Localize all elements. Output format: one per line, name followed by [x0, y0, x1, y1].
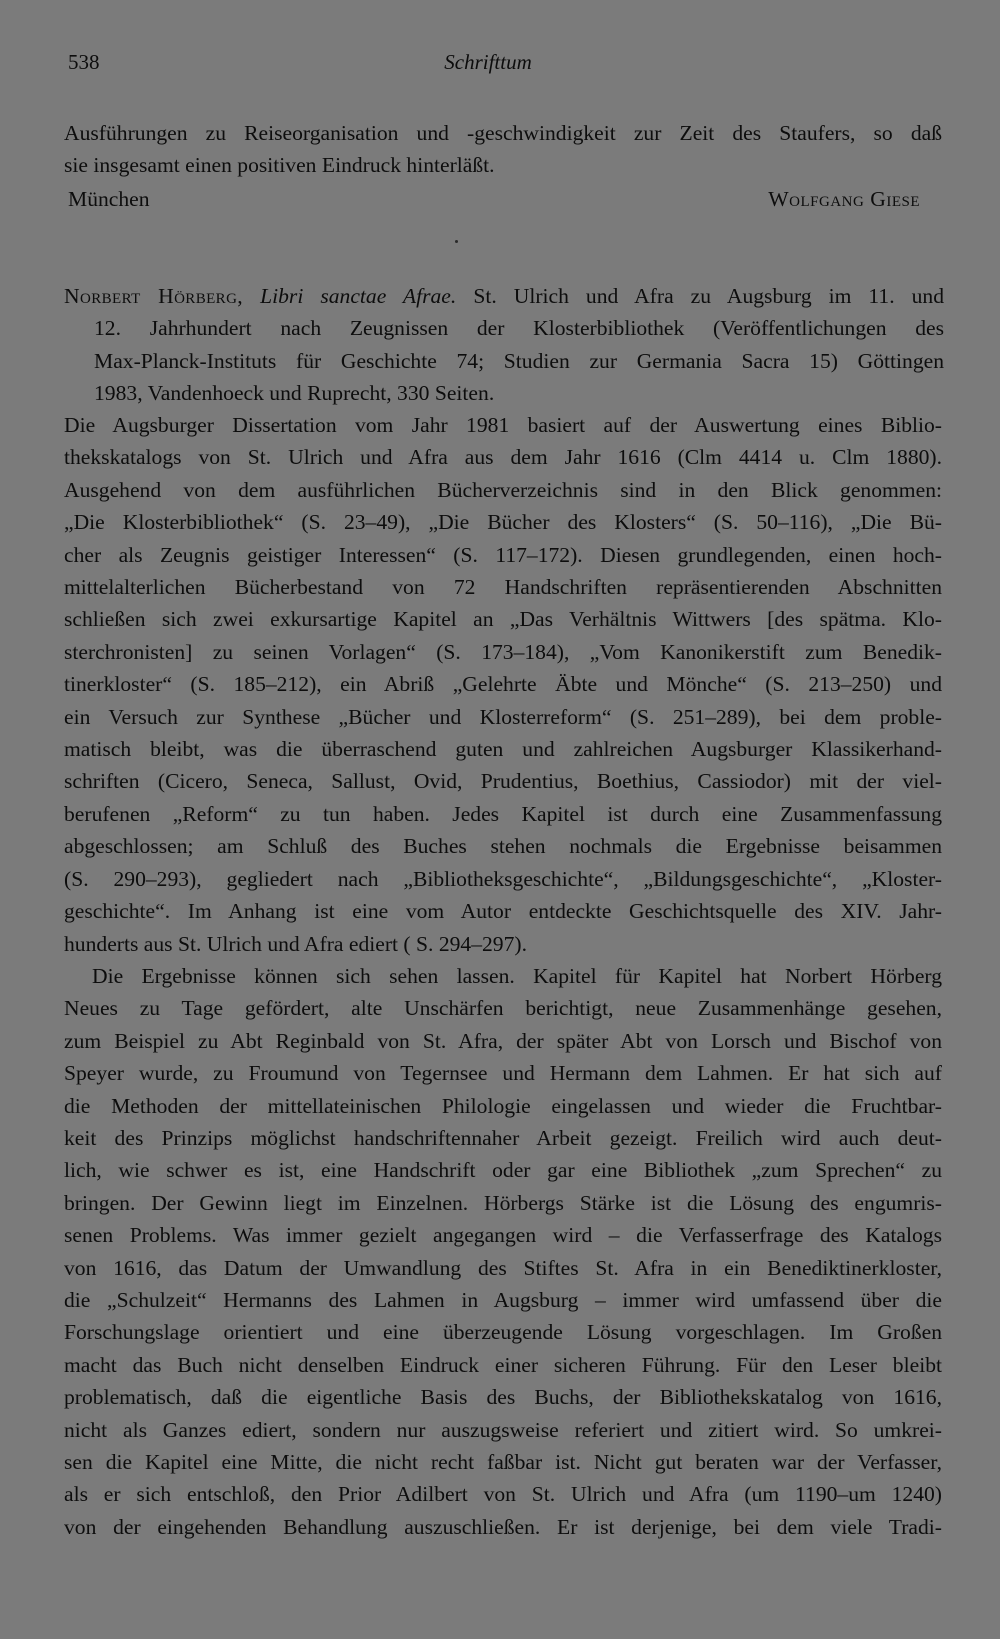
text-line: die „Schulzeit“ Hermanns des Lahmen in Augsburg – immer wird umfassend über die [64, 1287, 942, 1312]
book-author: Norbert Hörberg, [64, 284, 244, 308]
text-line: von 1616, das Datum der Umwandlung des Stiftes St. Afra in ein Benediktinerkloster, [64, 1255, 942, 1280]
text-line: schriften (Cicero, Seneca, Sallust, Ovid, Prudentius, Boethius, Cassiodor) mit der viel- [64, 769, 942, 794]
text-line: 1983, Vandenhoeck und Ruprecht, 330 Seiten. [94, 381, 495, 406]
text-line: zum Beispiel zu Abt Reginbald von St. Afra, der später Abt von Lorsch und Bischof von [64, 1028, 942, 1053]
text-line: Ausführungen zu Reiseorganisation und -geschwindigkeit zur Zeit des Staufers, so daß [64, 121, 942, 145]
text-line: senen Problems. Was immer gezielt angegangen wird – die Verfasserfrage des Katalogs [64, 1223, 942, 1248]
text-line: Die Augsburger Dissertation vom Jahr 1981 basiert auf der Auswertung eines Biblio- [64, 413, 942, 437]
text-line: Forschungslage orientiert und eine überzeugende Lösung vorgeschlagen. Im Großen [64, 1320, 942, 1345]
text-line: Ausgehend von dem ausführlichen Bücherverzeichnis sind in den Blick genommen: [64, 477, 942, 502]
text-line: cher als Zeugnis geistiger Interessen“ (S. 117–172). Diesen grundlegenden, einen hoch- [64, 542, 942, 567]
text-line: Speyer wurde, zu Froumund von Tegernsee und Hermann dem Lahmen. Er hat sich auf [64, 1061, 942, 1086]
text-line: schließen sich zwei exkursartige Kapitel an „Das Verhältnis Wittwers [des spätma. Klo- [64, 607, 942, 632]
text-line: bringen. Der Gewinn liegt im Einzelnen. Hörbergs Stärke ist die Lösung des engumris- [64, 1190, 942, 1215]
text-line: matisch bleibt, was die überraschend guten und zahlreichen Augsburger Klassikerhand- [64, 737, 942, 762]
text-line: hunderts aus St. Ulrich und Afra ediert ( S. 294–297). [64, 931, 527, 956]
reviewer-name: Wolfgang Giese [768, 187, 920, 211]
text-line: problematisch, daß die eigentliche Basis des Buchs, der Bibliothekskatalog von 1616, [64, 1385, 942, 1410]
text-line: 12. Jahrhundert nach Zeugnissen der Klosterbibliothek (Veröffentlichungen des [94, 316, 944, 341]
previous-review-ending [64, 117, 942, 182]
text-line: lich, wie schwer es ist, eine Handschrift oder gar eine Bibliothek „zum Sprechen“ zu [64, 1158, 942, 1183]
text-line: berufenen „Reform“ zu tun haben. Jedes Kapitel ist durch eine Zusammenfassung [64, 801, 942, 826]
book-citation [64, 280, 944, 410]
signature-place: München [68, 187, 150, 211]
citation-first-line [64, 280, 944, 312]
text-line: von der eingehenden Behandlung auszuschließen. Er ist derjenige, bei dem viele Tradi- [64, 1514, 942, 1539]
text-line: die Methoden der mittellateinischen Philologie eingelassen und wieder die Fruchtbar- [64, 1093, 942, 1118]
text-line: sterchronisten] zu seinen Vorlagen“ (S. 173–184), „Vom Kanonikerstift zum Benedik- [64, 639, 942, 664]
text-line: nicht als Ganzes ediert, sondern nur auszugsweise referiert und zitiert wird. So umkrei- [64, 1417, 942, 1442]
page-number: 538 [68, 50, 100, 74]
text-line: Max-Planck-Instituts für Geschichte 74; Studien zur Germania Sacra 15) Göttingen [94, 348, 944, 373]
text-line: sie insgesamt einen positiven Eindruck hinterläßt. [64, 153, 495, 178]
section-separator-dot [455, 240, 458, 243]
text-line: keit des Prinzips möglichst handschriftennaher Arbeit gezeigt. Freilich wird auch deut- [64, 1125, 942, 1150]
text-line: (S. 290–293), gegliedert nach „Bibliotheksgeschichte“, „Bildungsgeschichte“, „Kloster- [64, 866, 942, 891]
text-line: als er sich entschloß, den Prior Adilbert von St. Ulrich und Afra (um 1190–um 1240) [64, 1482, 942, 1507]
page-header [68, 50, 908, 82]
citation-text: St. Ulrich und Afra zu Augsburg im 11. und [473, 284, 945, 308]
text-line: Die Ergebnisse können sich sehen lassen. Kapitel für Kapitel hat Norbert Hörberg [92, 963, 942, 988]
review-body [64, 409, 942, 1543]
text-line: thekskatalogs von St. Ulrich und Afra aus dem Jahr 1616 (Clm 4414 u. Clm 1880). [64, 445, 942, 470]
text-line: abgeschlossen; am Schluß des Buches stehen nochmals die Ergebnisse beisammen [64, 834, 942, 859]
text-line: „Die Klosterbibliothek“ (S. 23–49), „Die Bücher des Klosters“ (S. 50–116), „Die Bü- [64, 510, 942, 535]
text-line: tinerkloster“ (S. 185–212), ein Abriß „Gelehrte Äbte und Mönche“ (S. 213–250) und [64, 672, 942, 697]
text-line: macht das Buch nicht denselben Eindruck einer sicheren Führung. Für den Leser bleibt [64, 1352, 942, 1377]
text-line: geschichte“. Im Anhang ist eine vom Autor entdeckte Geschichtsquelle des XIV. Jahr- [64, 899, 942, 924]
text-line: sen die Kapitel eine Mitte, die nicht recht faßbar ist. Nicht gut beraten war der Verfasser, [64, 1450, 942, 1474]
text-line: Neues zu Tage gefördert, alte Unschärfen berichtigt, neue Zusammenhänge gesehen, [64, 996, 942, 1021]
running-head: Schrifttum [444, 50, 532, 74]
text-line: ein Versuch zur Synthese „Bücher und Klosterreform“ (S. 251–289), bei dem proble- [64, 704, 942, 729]
text-line: mittelalterlichen Bücherbestand von 72 Handschriften repräsentierenden Abschnitten [64, 575, 942, 600]
book-title: Libri sanctae Afrae. [260, 284, 457, 308]
